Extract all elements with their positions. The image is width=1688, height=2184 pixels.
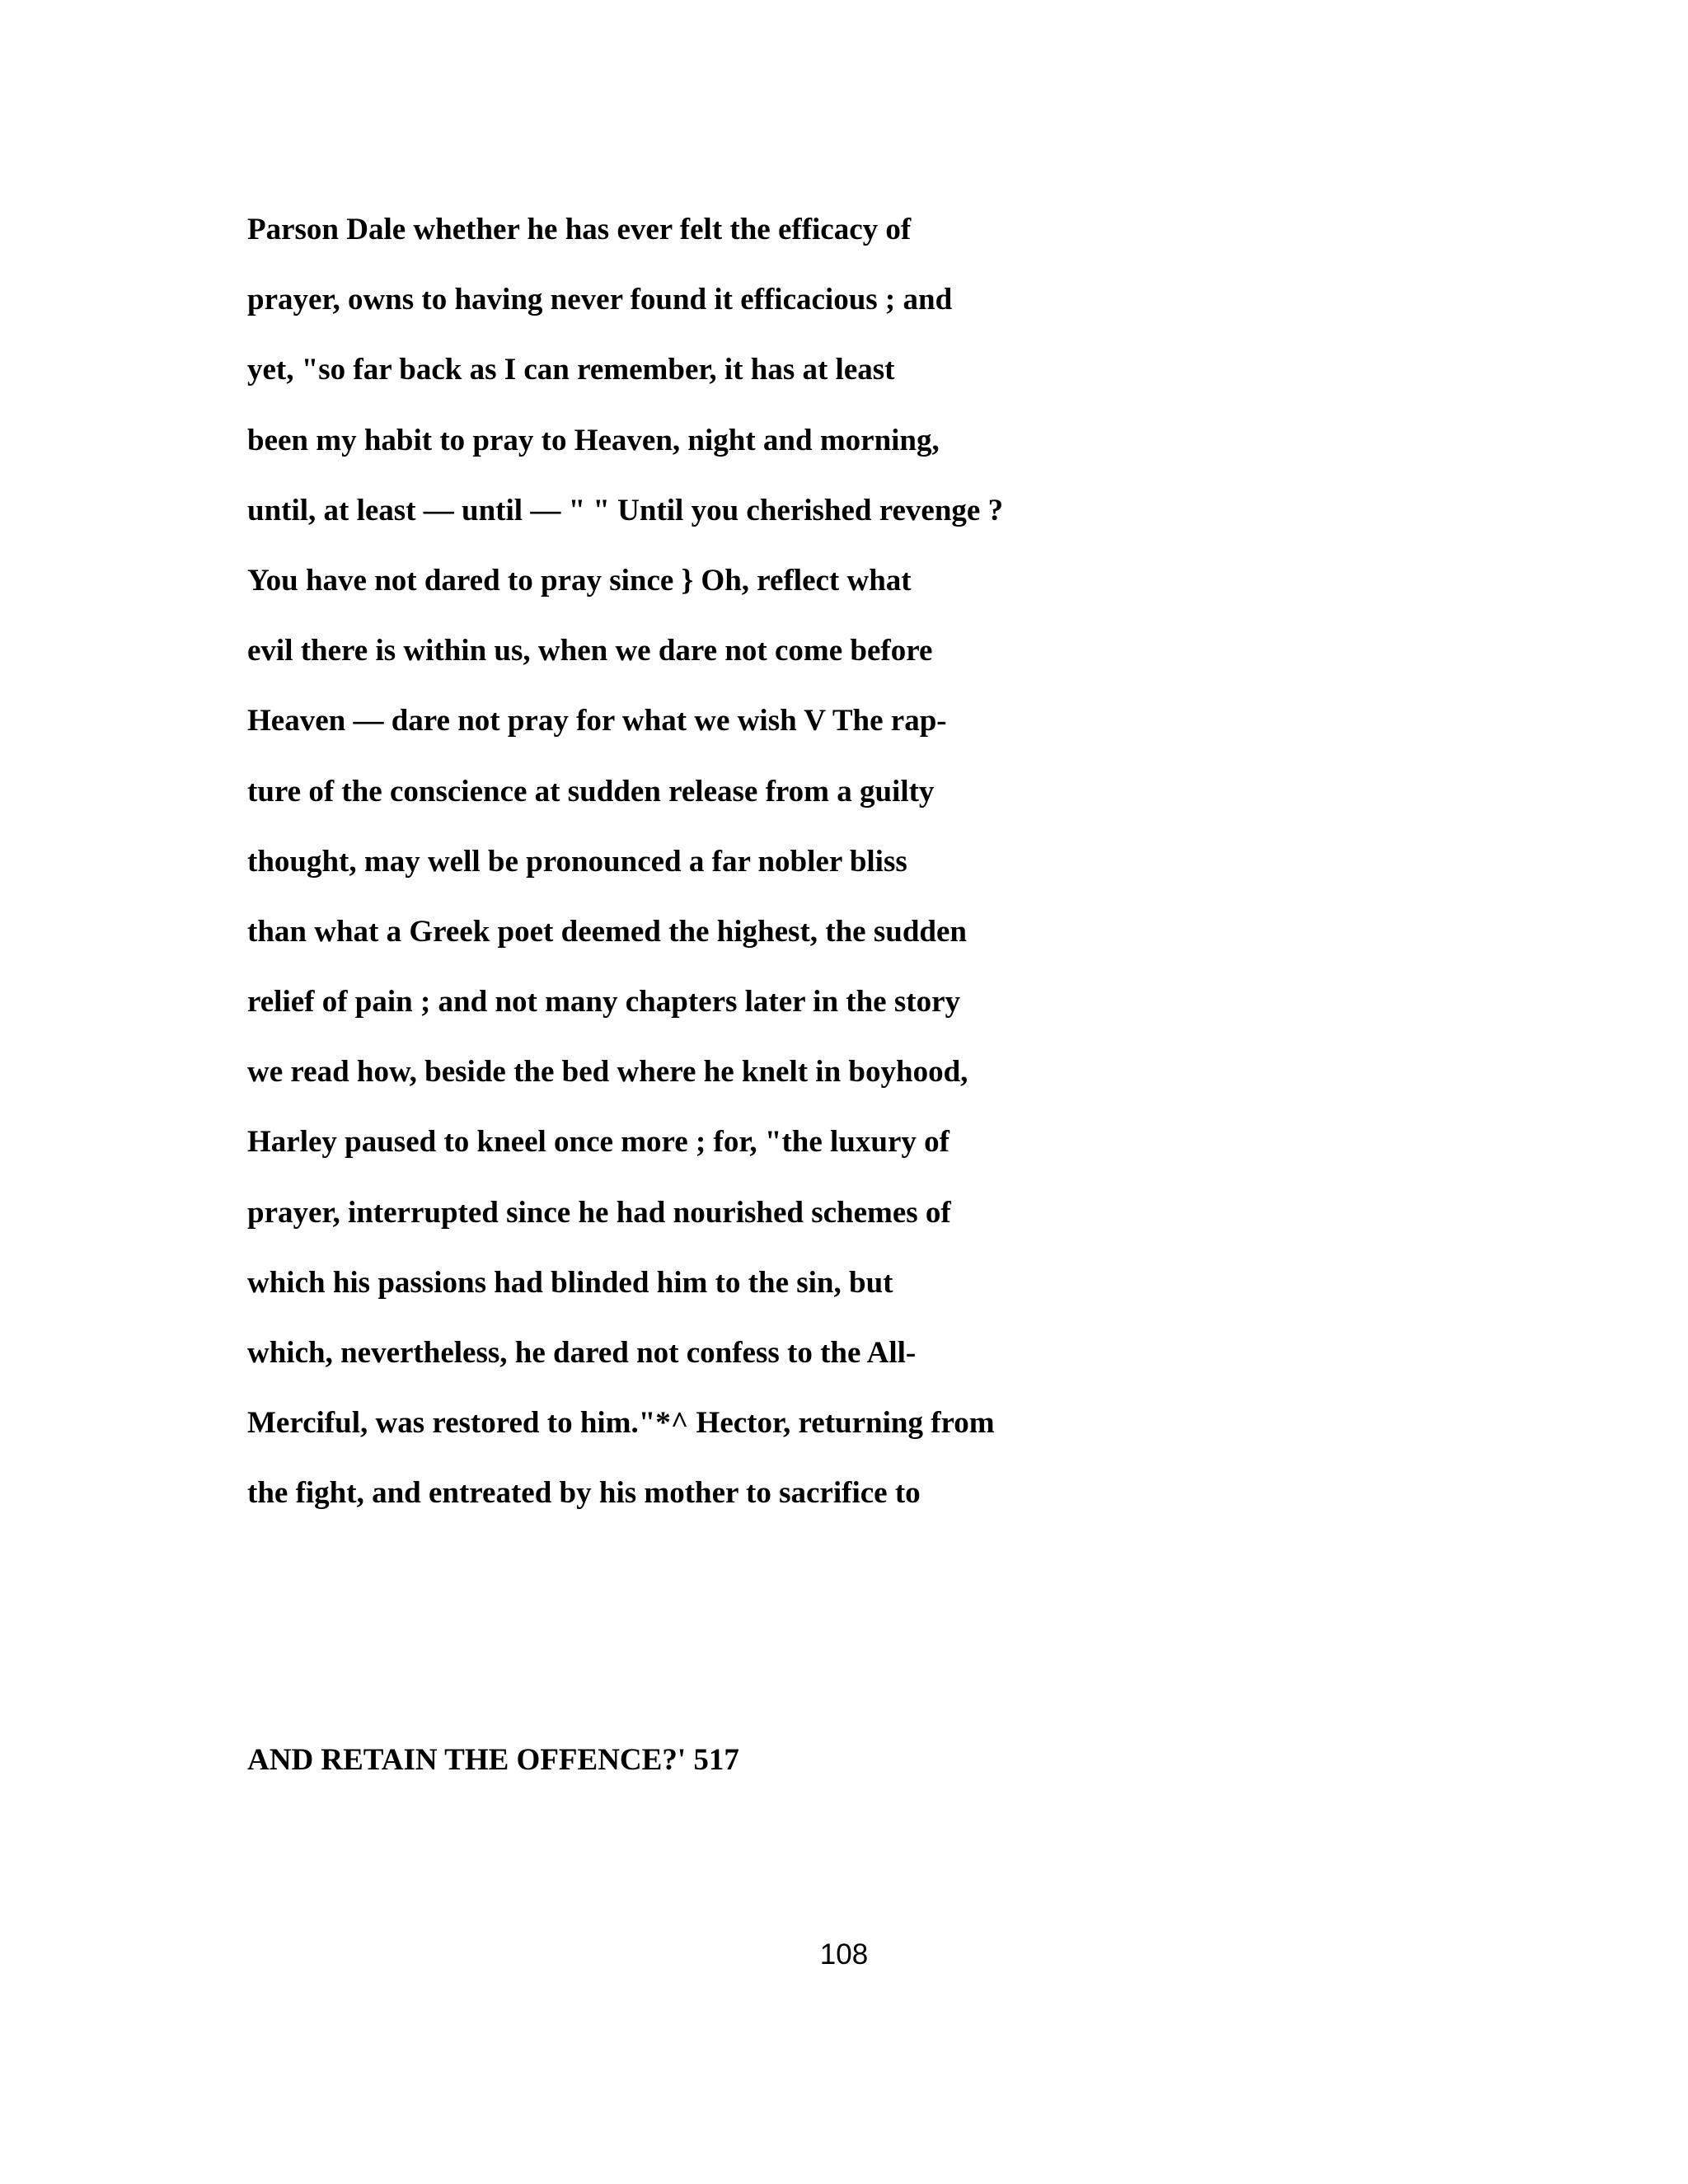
body-text xyxy=(247,194,1003,1529)
text-line: yet, "so far back as I can remember, it has at least xyxy=(247,353,895,387)
text-line: relief of pain ; and not many chapters later in the story xyxy=(247,985,961,1019)
text-line: until, at least — until — " " Until you cherished revenge ? xyxy=(247,493,1004,527)
text-line: we read how, beside the bed where he knelt in boyhood, xyxy=(247,1055,968,1090)
text-line: which, nevertheless, he dared not confess to the All- xyxy=(247,1336,917,1370)
text-line: Heaven — dare not pray for what we wish V The rap- xyxy=(247,704,947,738)
page-number: 108 xyxy=(819,1938,869,1971)
text-line: thought, may well be pronounced a far nobler bliss xyxy=(247,844,907,879)
text-line: the fight, and entreated by his mother to sacrifice to xyxy=(247,1476,921,1511)
text-line: prayer, interrupted since he had nourished schemes of xyxy=(247,1195,951,1230)
text-line: You have not dared to pray since } Oh, reflect what xyxy=(247,563,912,598)
text-line: ture of the conscience at sudden release from a guilty xyxy=(247,774,935,808)
text-line: prayer, owns to having never found it efficacious ; and xyxy=(247,283,953,317)
text-line: which his passions had blinded him to the sin, but xyxy=(247,1265,893,1300)
running-head: AND RETAIN THE OFFENCE?' 517 xyxy=(247,1743,739,1777)
text-line: Merciful, was restored to him."*^ Hector, returning from xyxy=(247,1406,995,1441)
text-line: Parson Dale whether he has ever felt the efficacy of xyxy=(247,213,912,246)
text-line: evil there is within us, when we dare not come before xyxy=(247,634,933,668)
text-line: been my habit to pray to Heaven, night and morning, xyxy=(247,423,940,457)
text-line: than what a Greek poet deemed the highest, the sudden xyxy=(247,914,967,949)
text-line: Harley paused to kneel once more ; for, "the luxury of xyxy=(247,1125,950,1160)
